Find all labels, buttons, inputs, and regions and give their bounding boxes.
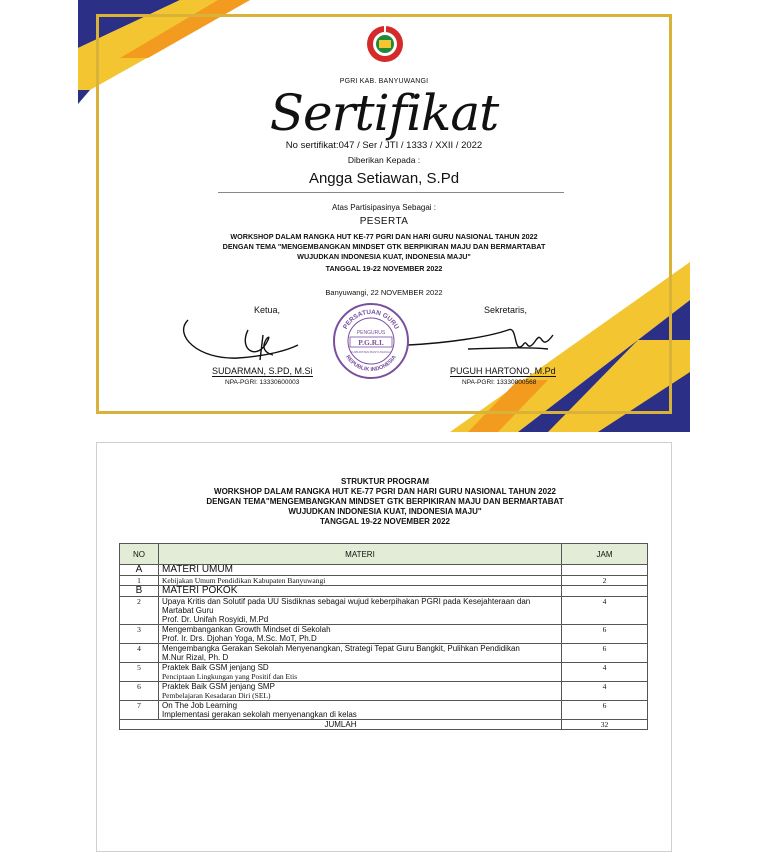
secretary-signature — [408, 315, 558, 365]
row-no: 2 — [120, 597, 159, 625]
row-subtitle: Implementasi gerakan sekolah menyenangkan di kelas — [162, 710, 357, 719]
table-row — [120, 625, 648, 644]
secretary-label: Sekretaris, — [484, 305, 528, 315]
name-underline — [218, 192, 564, 193]
certificate-title: Sertifikat — [269, 84, 499, 142]
table-row — [120, 682, 648, 701]
section-code: A — [120, 565, 159, 576]
event-line: WORKSHOP DALAM RANGKA HUT KE-77 PGRI DAN HARI GURU NASIONAL TAHUN 2022 — [230, 232, 538, 241]
secretary-name: PUGUH HARTONO, M.Pd — [450, 366, 556, 376]
place-date: Banyuwangi, 22 NOVEMBER 2022 — [325, 288, 443, 297]
svg-text:PERSATUAN GURU — [342, 309, 400, 331]
table-row — [120, 576, 648, 586]
row-speaker: Prof. Dr. Unifah Rosyidi, M.Pd — [162, 615, 269, 624]
row-no: 7 — [120, 701, 159, 720]
row-jam: 4 — [562, 597, 648, 625]
row-materi-title: Praktek Baik GSM jenjang SD — [162, 663, 269, 672]
row-no: 6 — [120, 682, 159, 701]
stamp-top-text: PERSATUAN GURU — [342, 308, 400, 331]
section-row — [120, 565, 648, 576]
row-materi — [159, 597, 562, 625]
stamp-sub-text: KABUPATEN BANYUWANGI — [351, 350, 391, 354]
chair-npa: NPA-PGRI: 13330600003 — [225, 379, 300, 386]
column-header-jam: JAM — [562, 544, 648, 565]
row-no: 3 — [120, 625, 159, 644]
row-materi-title: Upaya Kritis dan Solutif pada UU Sisdiknas sebagai wujud keberpihakan PGRI pada Kesejahteraan dan Martabat Guru — [162, 597, 531, 615]
table-row — [120, 597, 648, 625]
row-materi-title: On The Job Learning — [162, 701, 238, 710]
row-jam: 4 — [562, 663, 648, 682]
given-to-label: Diberikan Kepada : — [347, 155, 421, 165]
chair-signature — [178, 310, 308, 370]
stamp-small-text: PENGURUS — [356, 330, 386, 336]
section-code: B — [120, 586, 159, 597]
row-no: 1 — [120, 576, 159, 586]
program-heading: DENGAN TEMA"MENGEMBANGKAN MINDSET GTK BERPIKIRAN MAJU DAN BERMARTABAT — [206, 497, 564, 506]
stamp-big-text: P.G.R.I. — [358, 338, 384, 347]
table-row — [120, 644, 648, 663]
event-line: TANGGAL 19-22 NOVEMBER 2022 — [325, 264, 443, 273]
row-jam: 2 — [562, 576, 648, 586]
chair-label: Ketua, — [254, 305, 281, 315]
stamp-bottom-text: REPUBLIK INDONESIA — [344, 354, 398, 374]
pgri-logo — [365, 20, 405, 70]
section-title: MATERI POKOK — [159, 586, 562, 597]
section-row — [120, 586, 648, 597]
row-subtitle: Penciptaan Lingkungan yang Positif dan Etis — [162, 672, 298, 681]
row-jam: 6 — [562, 625, 648, 644]
chair-name: SUDARMAN, S.PD, M.Si — [212, 366, 313, 376]
row-jam: 6 — [562, 701, 648, 720]
row-materi: Kebijakan Umum Pendidikan Kabupaten Banyuwangi — [159, 576, 562, 586]
row-speaker: M.Nur Rizal, Ph. D — [162, 653, 229, 662]
table-header-row — [120, 544, 648, 565]
column-header-no: NO — [120, 544, 159, 565]
program-heading: WORKSHOP DALAM RANGKA HUT KE-77 PGRI DAN HARI GURU NASIONAL TAHUN 2022 — [214, 487, 556, 496]
secretary-npa: NPA-PGRI: 13330800568 — [462, 379, 537, 386]
row-materi-title: Praktek Baik GSM jenjang SMP — [162, 682, 275, 691]
row-materi — [159, 625, 562, 644]
event-line: WUJUDKAN INDONESIA KUAT, INDONESIA MAJU" — [297, 252, 471, 261]
certificate-page — [78, 0, 690, 432]
row-materi — [159, 682, 562, 701]
table-row — [120, 663, 648, 682]
row-materi — [159, 663, 562, 682]
certificate-number: No sertifikat:047 / Ser / JTI / 1333 / XXII / 2022 — [285, 140, 483, 151]
program-page — [96, 442, 672, 852]
event-line: DENGAN TEMA "MENGEMBANGKAN MINDSET GTK BERPIKIRAN MAJU DAN BERMARTABAT — [222, 242, 546, 251]
row-materi — [159, 644, 562, 663]
program-table — [119, 543, 648, 730]
program-heading: TANGGAL 19-22 NOVEMBER 2022 — [320, 517, 450, 526]
table-row — [120, 701, 648, 720]
org-name: PGRI KAB. BANYUWANGI — [339, 78, 429, 85]
row-no: 4 — [120, 644, 159, 663]
column-header-materi: MATERI — [159, 544, 562, 565]
participation-label: Atas Partisipasinya Sebagai : — [331, 203, 437, 212]
total-label: JUMLAH — [120, 720, 562, 730]
participant-role: PESERTA — [359, 216, 409, 227]
program-heading: WUJUDKAN INDONESIA KUAT, INDONESIA MAJU" — [288, 507, 482, 516]
program-heading: STRUKTUR PROGRAM — [341, 477, 429, 486]
recipient-name: Angga Setiawan, S.Pd — [308, 170, 460, 187]
total-row — [120, 720, 648, 730]
row-speaker: Prof. Ir. Drs. Djohan Yoga, M.Sc. MoT, Ph.D — [162, 634, 317, 643]
total-value: 32 — [562, 720, 648, 730]
row-subtitle: Pembelajaran Kesadaran Diri (SEL) — [162, 691, 271, 700]
row-jam: 6 — [562, 644, 648, 663]
row-no: 5 — [120, 663, 159, 682]
row-materi-title: Mengembangankan Growth Mindset di Sekolah — [162, 625, 331, 634]
row-materi-title: Mengembangka Gerakan Sekolah Menyenangkan, Strategi Tepat Guru Bangkit, Pulihkan Pendidikan — [162, 644, 520, 653]
pgri-stamp — [332, 302, 410, 380]
section-title: MATERI UMUM — [159, 565, 562, 576]
row-jam: 4 — [562, 682, 648, 701]
row-materi — [159, 701, 562, 720]
